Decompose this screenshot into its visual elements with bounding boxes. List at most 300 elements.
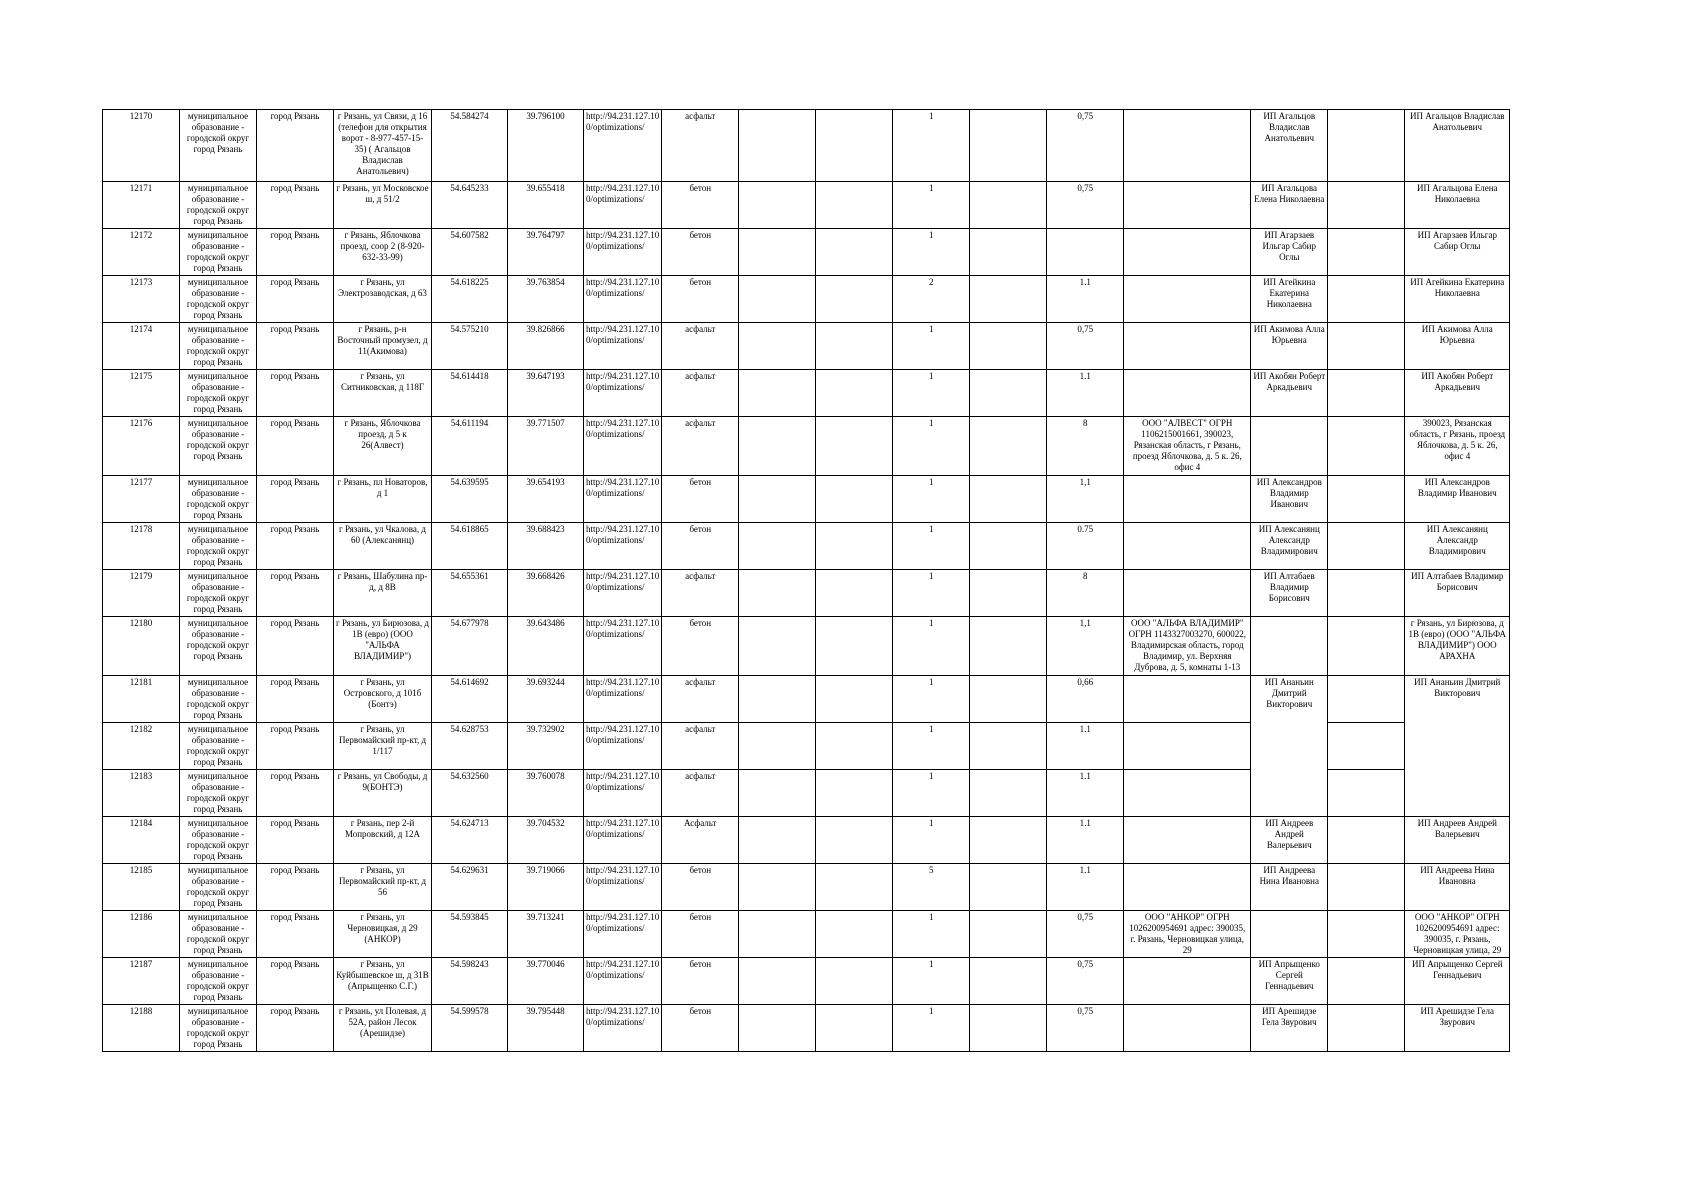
cell-municipality: муниципальное образование - городской округ город Рязань bbox=[180, 911, 257, 958]
table-row bbox=[103, 864, 1510, 911]
cell-link[interactable]: http://94.231.127.10 0/optimizations/ bbox=[584, 864, 662, 911]
cell-empty bbox=[739, 723, 816, 770]
cell-id: 12177 bbox=[103, 476, 180, 523]
cell-address: г Рязань, ул Островского, д 101б (Бонтэ) bbox=[334, 676, 432, 723]
cell-address: г Рязань, ул Московское ш, д 51/2 bbox=[334, 182, 432, 229]
cell-municipality: муниципальное образование - городской округ город Рязань bbox=[180, 570, 257, 617]
cell-container-volume: 0,75 bbox=[1047, 911, 1124, 958]
cell-container-count: 1 bbox=[893, 958, 970, 1005]
cell-latitude: 54.614418 bbox=[432, 370, 508, 417]
cell-container-count: 1 bbox=[893, 370, 970, 417]
cell-empty bbox=[1328, 817, 1405, 864]
cell-empty bbox=[816, 911, 893, 958]
cell-empty bbox=[816, 570, 893, 617]
cell-empty bbox=[970, 617, 1047, 676]
cell-container-count: 1 bbox=[893, 182, 970, 229]
cell-city: город Рязань bbox=[257, 723, 334, 770]
cell-city: город Рязань bbox=[257, 817, 334, 864]
cell-surface: асфальт bbox=[662, 323, 739, 370]
cell-id: 12182 bbox=[103, 723, 180, 770]
cell-holder: ИП Агальцова Елена Николаевна bbox=[1405, 182, 1510, 229]
cell-empty bbox=[739, 476, 816, 523]
cell-id: 12185 bbox=[103, 864, 180, 911]
table-row bbox=[103, 276, 1510, 323]
cell-holder: ИП Акимова Алла Юрьевна bbox=[1405, 323, 1510, 370]
cell-address: г Рязань, ул Полевая, д 52А, район Лесок (Арешидзе) bbox=[334, 1005, 432, 1052]
cell-id: 12171 bbox=[103, 182, 180, 229]
cell-surface: асфальт bbox=[662, 417, 739, 476]
cell-container-volume: 8 bbox=[1047, 570, 1124, 617]
cell-empty bbox=[970, 958, 1047, 1005]
cell-surface: бетон bbox=[662, 523, 739, 570]
cell-municipality: муниципальное образование - городской округ город Рязань bbox=[180, 523, 257, 570]
cell-holder: ИП Агальцов Владислав Анатольевич bbox=[1405, 110, 1510, 182]
cell-empty bbox=[739, 617, 816, 676]
cell-id: 12184 bbox=[103, 817, 180, 864]
cell-organization bbox=[1124, 323, 1251, 370]
cell-organization: ООО "АЛВЕСТ" ОГРН 1106215001661, 390023, Рязанская область, г Рязань, проезд Яблочкова, д. 5 к. 26, офис 4 bbox=[1124, 417, 1251, 476]
cell-link[interactable]: http://94.231.127.10 0/optimizations/ bbox=[584, 770, 662, 817]
cell-empty bbox=[1328, 1005, 1405, 1052]
cell-city: город Рязань bbox=[257, 617, 334, 676]
cell-empty bbox=[1328, 723, 1405, 770]
cell-empty bbox=[739, 229, 816, 276]
cell-address: г Рязань, ул Чкалова, д 60 (Алексанянц) bbox=[334, 523, 432, 570]
cell-surface: асфальт bbox=[662, 676, 739, 723]
cell-municipality: муниципальное образование - городской округ город Рязань bbox=[180, 276, 257, 323]
cell-id: 12174 bbox=[103, 323, 180, 370]
cell-container-volume: 1.1 bbox=[1047, 770, 1124, 817]
cell-longitude: 39.770046 bbox=[508, 958, 584, 1005]
cell-id: 12172 bbox=[103, 229, 180, 276]
cell-container-volume: 1.1 bbox=[1047, 370, 1124, 417]
cell-container-volume: 0,66 bbox=[1047, 676, 1124, 723]
cell-city: город Рязань bbox=[257, 570, 334, 617]
table-row bbox=[103, 110, 1510, 182]
cell-empty bbox=[816, 323, 893, 370]
cell-empty bbox=[816, 958, 893, 1005]
cell-owner bbox=[1251, 417, 1328, 476]
cell-longitude: 39.713241 bbox=[508, 911, 584, 958]
cell-latitude: 54.575210 bbox=[432, 323, 508, 370]
cell-municipality: муниципальное образование - городской округ город Рязань bbox=[180, 864, 257, 911]
cell-id: 12183 bbox=[103, 770, 180, 817]
cell-empty bbox=[816, 276, 893, 323]
cell-empty bbox=[739, 958, 816, 1005]
cell-municipality: муниципальное образование - городской округ город Рязань bbox=[180, 323, 257, 370]
cell-address: г Рязань, пл Новаторов, д 1 bbox=[334, 476, 432, 523]
cell-empty bbox=[739, 817, 816, 864]
cell-empty bbox=[970, 723, 1047, 770]
cell-container-count: 1 bbox=[893, 723, 970, 770]
cell-link[interactable]: http://94.231.127.10 0/optimizations/ bbox=[584, 676, 662, 723]
cell-organization bbox=[1124, 523, 1251, 570]
cell-id: 12175 bbox=[103, 370, 180, 417]
cell-empty bbox=[970, 110, 1047, 182]
cell-empty bbox=[970, 817, 1047, 864]
cell-organization bbox=[1124, 723, 1251, 770]
cell-owner bbox=[1251, 911, 1328, 958]
cell-surface: бетон bbox=[662, 229, 739, 276]
cell-container-volume: 0,75 bbox=[1047, 110, 1124, 182]
cell-owner: ИП Акобян Роберт Аркадьевич bbox=[1251, 370, 1328, 417]
cell-municipality: муниципальное образование - городской округ город Рязань bbox=[180, 1005, 257, 1052]
cell-empty bbox=[1328, 182, 1405, 229]
cell-owner: ИП Алексанянц Александр Владимирович bbox=[1251, 523, 1328, 570]
table-row bbox=[103, 523, 1510, 570]
table-row bbox=[103, 370, 1510, 417]
cell-owner: ИП Агальцов Владислав Анатольевич bbox=[1251, 110, 1328, 182]
cell-address: г Рязань, ул Черновицкая, д 29 (АНКОР) bbox=[334, 911, 432, 958]
cell-city: город Рязань bbox=[257, 864, 334, 911]
cell-municipality: муниципальное образование - городской округ город Рязань bbox=[180, 110, 257, 182]
cell-organization bbox=[1124, 229, 1251, 276]
cell-owner: ИП Андреев Андрей Валерьевич bbox=[1251, 817, 1328, 864]
table-row bbox=[103, 676, 1510, 723]
cell-empty bbox=[1328, 570, 1405, 617]
cell-latitude: 54.607582 bbox=[432, 229, 508, 276]
cell-latitude: 54.599578 bbox=[432, 1005, 508, 1052]
cell-owner: ИП Агарзаев Ильгар Сабир Оглы bbox=[1251, 229, 1328, 276]
cell-city: город Рязань bbox=[257, 958, 334, 1005]
cell-container-count: 1 bbox=[893, 476, 970, 523]
cell-link[interactable]: http://94.231.127.10 0/optimizations/ bbox=[584, 723, 662, 770]
cell-holder: ИП Ананьин Дмитрий Викторович bbox=[1405, 676, 1510, 817]
cell-municipality: муниципальное образование - городской округ город Рязань bbox=[180, 817, 257, 864]
cell-organization bbox=[1124, 817, 1251, 864]
cell-container-volume: 1.1 bbox=[1047, 276, 1124, 323]
cell-link[interactable]: http://94.231.127.10 0/optimizations/ bbox=[584, 476, 662, 523]
cell-container-count: 1 bbox=[893, 523, 970, 570]
cell-longitude: 39.795448 bbox=[508, 1005, 584, 1052]
cell-holder: ИП Агарзаев Ильгар Сабир Оглы bbox=[1405, 229, 1510, 276]
cell-latitude: 54.645233 bbox=[432, 182, 508, 229]
cell-city: город Рязань bbox=[257, 911, 334, 958]
cell-city: город Рязань bbox=[257, 417, 334, 476]
cell-empty bbox=[739, 864, 816, 911]
cell-city: город Рязань bbox=[257, 110, 334, 182]
cell-empty bbox=[970, 1005, 1047, 1052]
cell-container-count: 1 bbox=[893, 570, 970, 617]
cell-city: город Рязань bbox=[257, 229, 334, 276]
cell-longitude: 39.647193 bbox=[508, 370, 584, 417]
cell-empty bbox=[970, 229, 1047, 276]
cell-latitude: 54.618865 bbox=[432, 523, 508, 570]
cell-container-count: 2 bbox=[893, 276, 970, 323]
cell-owner: ИП Ананьин Дмитрий Викторович bbox=[1251, 676, 1328, 817]
cell-empty bbox=[739, 1005, 816, 1052]
cell-address: г Рязань, ул Бирюзова, д 1В (евро) (ООО "АЛЬФА ВЛАДИМИР") bbox=[334, 617, 432, 676]
cell-owner: ИП Агейкина Екатерина Николаевна bbox=[1251, 276, 1328, 323]
cell-address: г Рязань, ул Куйбышевское ш, д 31В (Апрыщенко С.Г.) bbox=[334, 958, 432, 1005]
cell-empty bbox=[739, 417, 816, 476]
cell-longitude: 39.771507 bbox=[508, 417, 584, 476]
cell-empty bbox=[970, 770, 1047, 817]
cell-container-volume: 0,75 bbox=[1047, 958, 1124, 1005]
cell-container-volume: 0,75 bbox=[1047, 323, 1124, 370]
cell-longitude: 39.688423 bbox=[508, 523, 584, 570]
cell-id: 12181 bbox=[103, 676, 180, 723]
cell-address: г Рязань, пер 2-й Мопровский, д 12А bbox=[334, 817, 432, 864]
table-row bbox=[103, 229, 1510, 276]
table-row bbox=[103, 323, 1510, 370]
cell-container-volume: 1,1 bbox=[1047, 617, 1124, 676]
cell-municipality: муниципальное образование - городской округ город Рязань bbox=[180, 958, 257, 1005]
cell-city: город Рязань bbox=[257, 182, 334, 229]
cell-empty bbox=[970, 476, 1047, 523]
cell-empty bbox=[816, 770, 893, 817]
cell-container-volume: 8 bbox=[1047, 417, 1124, 476]
cell-surface: бетон bbox=[662, 958, 739, 1005]
cell-organization bbox=[1124, 864, 1251, 911]
cell-empty bbox=[970, 276, 1047, 323]
cell-holder: ИП Акобян Роберт Аркадьевич bbox=[1405, 370, 1510, 417]
cell-id: 12176 bbox=[103, 417, 180, 476]
cell-empty bbox=[816, 723, 893, 770]
cell-container-count: 1 bbox=[893, 676, 970, 723]
cell-longitude: 39.643486 bbox=[508, 617, 584, 676]
cell-surface: Асфальт bbox=[662, 817, 739, 864]
cell-empty bbox=[970, 417, 1047, 476]
cell-id: 12180 bbox=[103, 617, 180, 676]
cell-latitude: 54.614692 bbox=[432, 676, 508, 723]
cell-empty bbox=[739, 323, 816, 370]
cell-organization bbox=[1124, 110, 1251, 182]
cell-holder: ИП Андреева Нина Ивановна bbox=[1405, 864, 1510, 911]
cell-container-count: 1 bbox=[893, 617, 970, 676]
cell-holder: ИП Алексанянц Александр Владимирович bbox=[1405, 523, 1510, 570]
cell-empty bbox=[1328, 370, 1405, 417]
cell-link[interactable]: http://94.231.127.10 0/optimizations/ bbox=[584, 958, 662, 1005]
cell-holder: ИП Александров Владимир Иванович bbox=[1405, 476, 1510, 523]
cell-longitude: 39.760078 bbox=[508, 770, 584, 817]
cell-latitude: 54.611194 bbox=[432, 417, 508, 476]
cell-container-volume bbox=[1047, 229, 1124, 276]
cell-empty bbox=[816, 370, 893, 417]
cell-organization: ООО "АНКОР" ОГРН 1026200954691 адрес: 390035, г. Рязань, Черновицкая улица, 29 bbox=[1124, 911, 1251, 958]
table-row bbox=[103, 617, 1510, 676]
cell-owner: ИП Андреева Нина Ивановна bbox=[1251, 864, 1328, 911]
cell-empty bbox=[816, 864, 893, 911]
table-row bbox=[103, 1005, 1510, 1052]
table-row bbox=[103, 911, 1510, 958]
cell-empty bbox=[739, 182, 816, 229]
cell-organization bbox=[1124, 276, 1251, 323]
cell-organization bbox=[1124, 1005, 1251, 1052]
cell-organization: ООО "АЛЬФА ВЛАДИМИР" ОГРН 1143327003270, 600022, Владимирская область, город Владимир, ул. Верхняя Дуброва, д. 5, комнаты 1-13 bbox=[1124, 617, 1251, 676]
cell-container-volume: 0,75 bbox=[1047, 1005, 1124, 1052]
cell-surface: бетон bbox=[662, 911, 739, 958]
cell-organization bbox=[1124, 770, 1251, 817]
cell-latitude: 54.677978 bbox=[432, 617, 508, 676]
cell-city: город Рязань bbox=[257, 476, 334, 523]
cell-longitude: 39.668426 bbox=[508, 570, 584, 617]
cell-holder: ИП Агейкина Екатерина Николаевна bbox=[1405, 276, 1510, 323]
cell-id: 12188 bbox=[103, 1005, 180, 1052]
cell-empty bbox=[1328, 676, 1405, 723]
cell-organization bbox=[1124, 570, 1251, 617]
cell-id: 12173 bbox=[103, 276, 180, 323]
cell-container-count: 1 bbox=[893, 1005, 970, 1052]
cell-latitude: 54.628753 bbox=[432, 723, 508, 770]
cell-empty bbox=[816, 817, 893, 864]
cell-city: город Рязань bbox=[257, 276, 334, 323]
cell-empty bbox=[1328, 276, 1405, 323]
cell-owner: ИП Агальцова Елена Николаевна bbox=[1251, 182, 1328, 229]
cell-link[interactable]: http://94.231.127.10 0/optimizations/ bbox=[584, 911, 662, 958]
cell-empty bbox=[1328, 417, 1405, 476]
cell-surface: бетон bbox=[662, 276, 739, 323]
table-row bbox=[103, 476, 1510, 523]
cell-latitude: 54.639595 bbox=[432, 476, 508, 523]
cell-organization bbox=[1124, 182, 1251, 229]
cell-container-count: 1 bbox=[893, 417, 970, 476]
cell-container-volume: 1,1 bbox=[1047, 476, 1124, 523]
cell-link[interactable]: http://94.231.127.10 0/optimizations/ bbox=[584, 110, 662, 182]
cell-link[interactable]: http://94.231.127.10 0/optimizations/ bbox=[584, 323, 662, 370]
cell-latitude: 54.624713 bbox=[432, 817, 508, 864]
cell-holder: ИП Алтабаев Владимир Борисович bbox=[1405, 570, 1510, 617]
cell-latitude: 54.593845 bbox=[432, 911, 508, 958]
cell-link[interactable]: http://94.231.127.10 0/optimizations/ bbox=[584, 817, 662, 864]
cell-link[interactable]: http://94.231.127.10 0/optimizations/ bbox=[584, 570, 662, 617]
table-row bbox=[103, 182, 1510, 229]
cell-address: г Рязань, ул Электрозаводская, д 63 bbox=[334, 276, 432, 323]
table-row bbox=[103, 417, 1510, 476]
cell-owner: ИП Акимова Алла Юрьевна bbox=[1251, 323, 1328, 370]
cell-latitude: 54.584274 bbox=[432, 110, 508, 182]
cell-surface: бетон bbox=[662, 617, 739, 676]
cell-container-count: 1 bbox=[893, 229, 970, 276]
cell-organization bbox=[1124, 476, 1251, 523]
cell-holder: ИП Арешидзе Гела Звурович bbox=[1405, 1005, 1510, 1052]
cell-container-count: 1 bbox=[893, 110, 970, 182]
cell-empty bbox=[1328, 110, 1405, 182]
cell-organization bbox=[1124, 676, 1251, 723]
cell-address: г Рязань, ул Ситниковская, д 118Г bbox=[334, 370, 432, 417]
cell-holder: г Рязань, ул Бирюзова, д 1В (евро) (ООО "АЛЬФА ВЛАДИМИР") ООО АРАХНА bbox=[1405, 617, 1510, 676]
cell-surface: асфальт bbox=[662, 570, 739, 617]
cell-city: город Рязань bbox=[257, 323, 334, 370]
cell-id: 12170 bbox=[103, 110, 180, 182]
cell-empty bbox=[1328, 911, 1405, 958]
cell-empty bbox=[816, 417, 893, 476]
cell-empty bbox=[1328, 864, 1405, 911]
cell-empty bbox=[816, 523, 893, 570]
cell-municipality: муниципальное образование - городской округ город Рязань bbox=[180, 370, 257, 417]
cell-municipality: муниципальное образование - городской округ город Рязань bbox=[180, 617, 257, 676]
cell-longitude: 39.693244 bbox=[508, 676, 584, 723]
cell-owner: ИП Арешидзе Гела Звурович bbox=[1251, 1005, 1328, 1052]
cell-empty bbox=[1328, 617, 1405, 676]
cell-link[interactable]: http://94.231.127.10 0/optimizations/ bbox=[584, 182, 662, 229]
cell-municipality: муниципальное образование - городской округ город Рязань bbox=[180, 676, 257, 723]
cell-longitude: 39.719066 bbox=[508, 864, 584, 911]
cell-container-count: 1 bbox=[893, 323, 970, 370]
cell-longitude: 39.655418 bbox=[508, 182, 584, 229]
cell-empty bbox=[816, 110, 893, 182]
cell-id: 12187 bbox=[103, 958, 180, 1005]
cell-holder: 390023, Рязанская область, г Рязань, проезд Яблочкова, д. 5 к. 26, офис 4 bbox=[1405, 417, 1510, 476]
cell-address: г Рязань, ул Первомайский пр-кт, д 56 bbox=[334, 864, 432, 911]
cell-municipality: муниципальное образование - городской округ город Рязань bbox=[180, 723, 257, 770]
cell-longitude: 39.826866 bbox=[508, 323, 584, 370]
cell-longitude: 39.796100 bbox=[508, 110, 584, 182]
cell-owner bbox=[1251, 617, 1328, 676]
cell-empty bbox=[739, 276, 816, 323]
cell-empty bbox=[1328, 523, 1405, 570]
cell-empty bbox=[970, 523, 1047, 570]
cell-empty bbox=[970, 911, 1047, 958]
cell-longitude: 39.654193 bbox=[508, 476, 584, 523]
cell-link[interactable]: http://94.231.127.10 0/optimizations/ bbox=[584, 229, 662, 276]
cell-empty bbox=[816, 182, 893, 229]
cell-link[interactable]: http://94.231.127.10 0/optimizations/ bbox=[584, 1005, 662, 1052]
cell-municipality: муниципальное образование - городской округ город Рязань bbox=[180, 229, 257, 276]
cell-holder: ИП Андреев Андрей Валерьевич bbox=[1405, 817, 1510, 864]
cell-container-count: 1 bbox=[893, 770, 970, 817]
cell-empty bbox=[739, 370, 816, 417]
cell-address: г Рязань, Яблочкова проезд, соор 2 (8-920-632-33-99) bbox=[334, 229, 432, 276]
cell-city: город Рязань bbox=[257, 1005, 334, 1052]
cell-surface: асфальт bbox=[662, 723, 739, 770]
cell-surface: асфальт bbox=[662, 370, 739, 417]
cell-municipality: муниципальное образование - городской округ город Рязань bbox=[180, 476, 257, 523]
cell-empty bbox=[816, 617, 893, 676]
registry-sheet bbox=[102, 109, 1510, 1052]
cell-organization bbox=[1124, 958, 1251, 1005]
cell-id: 12186 bbox=[103, 911, 180, 958]
cell-container-count: 5 bbox=[893, 864, 970, 911]
cell-municipality: муниципальное образование - городской округ город Рязань bbox=[180, 770, 257, 817]
table-row bbox=[103, 570, 1510, 617]
cell-municipality: муниципальное образование - городской округ город Рязань bbox=[180, 182, 257, 229]
cell-empty bbox=[1328, 958, 1405, 1005]
cell-empty bbox=[1328, 476, 1405, 523]
cell-link[interactable]: http://94.231.127.10 0/optimizations/ bbox=[584, 276, 662, 323]
cell-address: г Рязань, ул Первомайский пр-кт, д 1/117 bbox=[334, 723, 432, 770]
cell-surface: бетон bbox=[662, 1005, 739, 1052]
cell-container-count: 1 bbox=[893, 911, 970, 958]
cell-latitude: 54.655361 bbox=[432, 570, 508, 617]
cell-longitude: 39.764797 bbox=[508, 229, 584, 276]
cell-address: г Рязань, Шабулина пр-д, д 8В bbox=[334, 570, 432, 617]
cell-link[interactable]: http://94.231.127.10 0/optimizations/ bbox=[584, 617, 662, 676]
cell-empty bbox=[1328, 229, 1405, 276]
cell-organization bbox=[1124, 370, 1251, 417]
cell-surface: асфальт bbox=[662, 770, 739, 817]
cell-municipality: муниципальное образование - городской округ город Рязань bbox=[180, 417, 257, 476]
cell-owner: ИП Александров Владимир Иванович bbox=[1251, 476, 1328, 523]
cell-container-count: 1 bbox=[893, 817, 970, 864]
cell-longitude: 39.704532 bbox=[508, 817, 584, 864]
cell-empty bbox=[1328, 770, 1405, 817]
cell-empty bbox=[739, 676, 816, 723]
cell-city: город Рязань bbox=[257, 370, 334, 417]
cell-address: г Рязань, ул Связи, д 16 (телефон для открытия ворот - 8-977-457-15-35) ( Агальцов Владислав Анатольевич) bbox=[334, 110, 432, 182]
cell-holder: ООО "АНКОР" ОГРН 1026200954691 адрес: 390035, г. Рязань, Черновицкая улица, 29 bbox=[1405, 911, 1510, 958]
cell-empty bbox=[739, 110, 816, 182]
cell-empty bbox=[739, 570, 816, 617]
table-body bbox=[103, 110, 1510, 1052]
cell-empty bbox=[816, 676, 893, 723]
cell-address: г Рязань, р-н Восточный промузел, д 11(Акимова) bbox=[334, 323, 432, 370]
cell-link[interactable]: http://94.231.127.10 0/optimizations/ bbox=[584, 523, 662, 570]
cell-link[interactable]: http://94.231.127.10 0/optimizations/ bbox=[584, 417, 662, 476]
cell-city: город Рязань bbox=[257, 523, 334, 570]
table-row bbox=[103, 817, 1510, 864]
cell-link[interactable]: http://94.231.127.10 0/optimizations/ bbox=[584, 370, 662, 417]
